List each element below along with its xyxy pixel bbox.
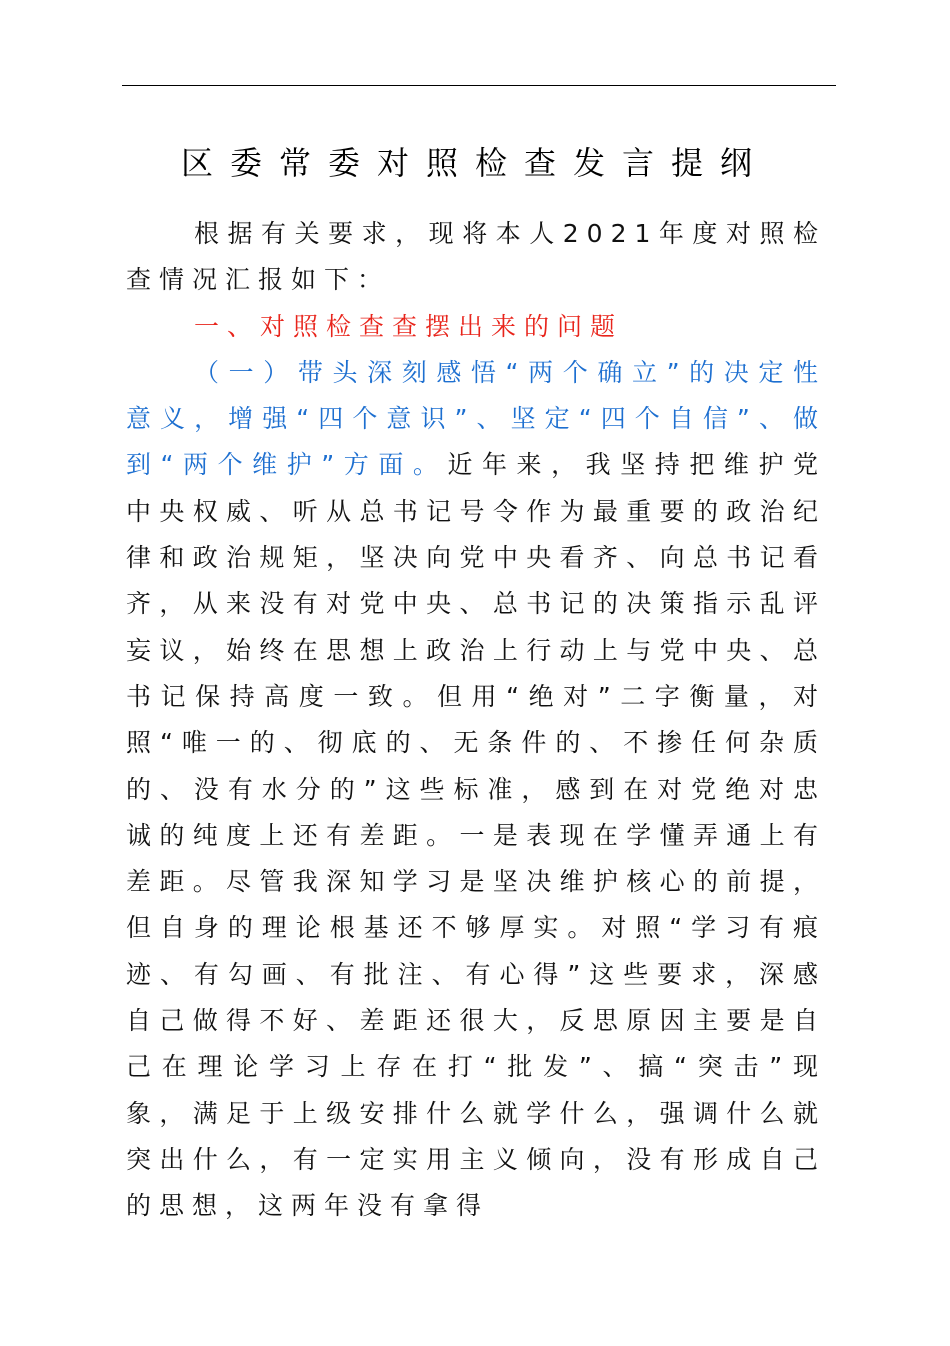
intro-paragraph: 根据有关要求，现将本人2021年度对照检查情况汇报如下： bbox=[126, 219, 826, 295]
subsection-paragraph bbox=[126, 350, 826, 1230]
subsection-heading: （一）带头深刻感悟“两个确立”的决定性意义，增强“四个意识”、坚定“四个自信”、做到“两个维护”方面。 bbox=[126, 357, 826, 480]
document-title: 区委常委对照检查发言提纲 bbox=[180, 144, 769, 182]
header-rule bbox=[122, 85, 836, 86]
subsection-body: 近年来，我坚持把维护党中央权威、听从总书记号令作为最重要的政治纪律和政治规矩，坚决向党中央看齐、向总书记看齐，从来没有对党中央、总书记的决策指示乱评妄议，始终在思想上政治上行动上与党中央、总书记保持高度一致。但用“绝对”二字衡量，对照“唯一的、彻底的、无条件的、不掺任何杂质的、没有水分的”这些标准，感到在对党绝对忠诚的纯度上还有差距。一是表现在学懂弄通上有差距。尽管我深知学习是坚决维护核心的前提，但自身的理论根基还不够厚实。对照“学习有痕迹、有勾画、有批注、有心得”这些要求，深感自己做得不好、差距还很大，反思原因主要是自己在理论学习上存在打“批发”、搞“突击”现象，满足于上级安排什么就学什么，强调什么就突出什么，有一定实用主义倾向，没有形成自己的思想，这两年没有拿得 bbox=[126, 450, 826, 1221]
section-heading: 一、对照检查查摆出来的问题 bbox=[194, 311, 624, 341]
document-body bbox=[126, 211, 826, 1230]
